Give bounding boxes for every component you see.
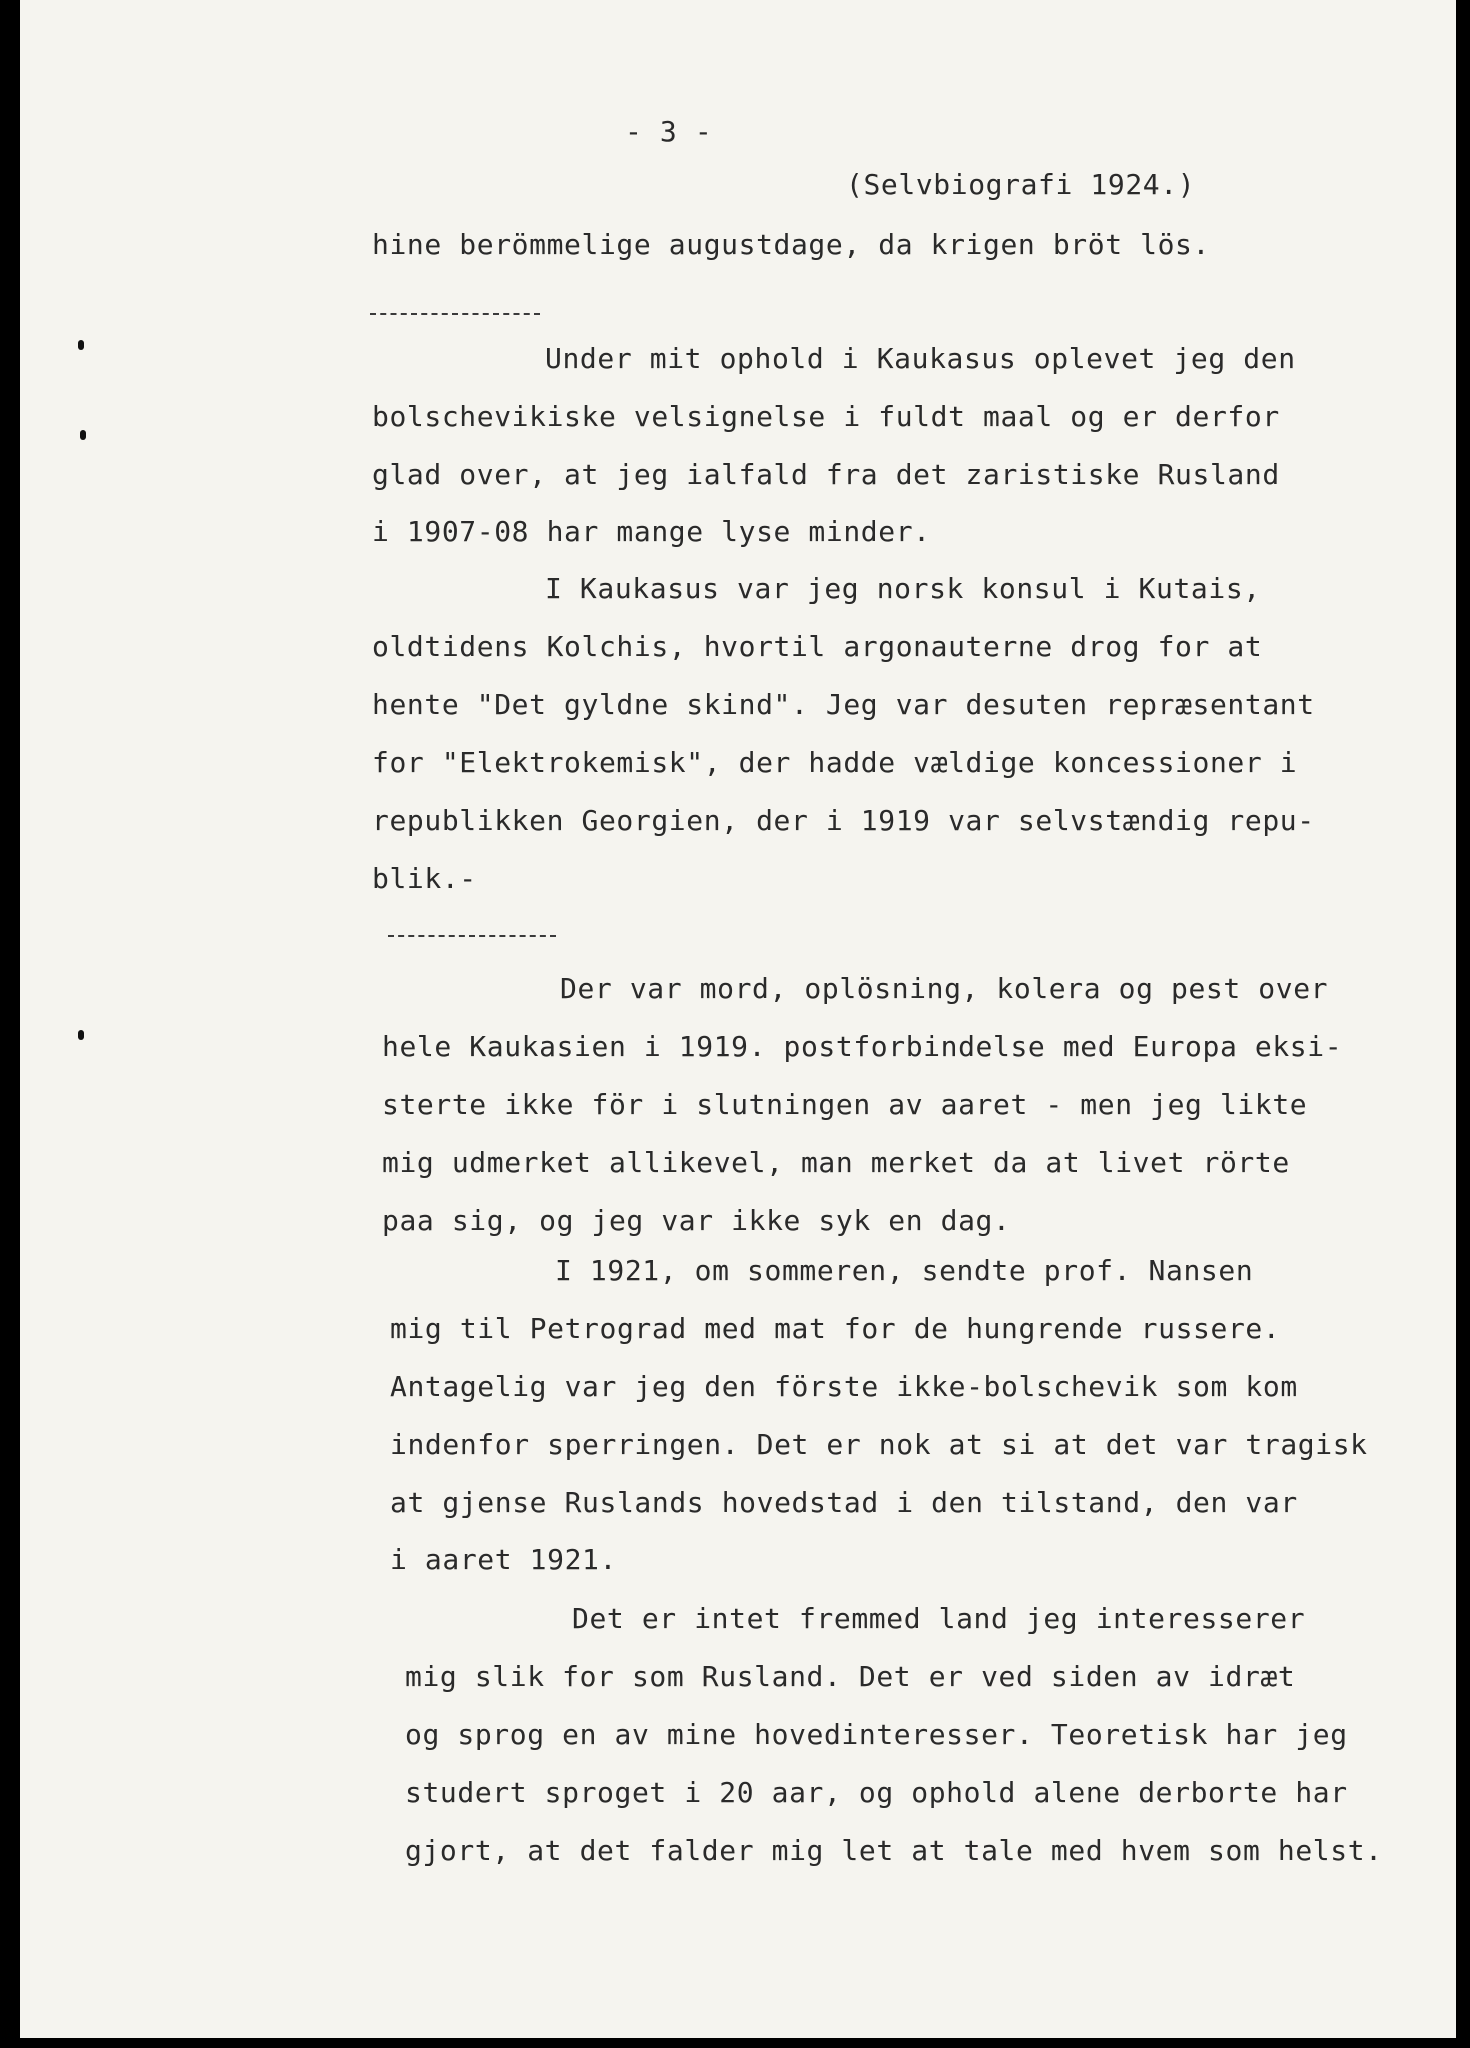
text-line: hele Kaukasien i 1919. postforbindelse med Europa eksi-	[382, 1030, 1343, 1063]
text-line: Det er intet fremmed land jeg interesserer	[572, 1602, 1306, 1635]
margin-mark	[80, 430, 86, 440]
text-line: studert sproget i 20 aar, og ophold alene derborte har	[405, 1776, 1348, 1809]
text-line: Antagelig var jeg den förste ikke-bolschevik som kom	[390, 1370, 1298, 1403]
text-line: og sprog en av mine hovedinteresser. Teoretisk har jeg	[405, 1718, 1348, 1751]
text-line: sterte ikke för i slutningen av aaret - men jeg likte	[382, 1088, 1308, 1121]
page-number: - 3 -	[625, 115, 713, 148]
text-line: I 1921, om sommeren, sendte prof. Nansen	[555, 1254, 1254, 1287]
text-line: glad over, at jeg ialfald fra det zaristiske Rusland	[372, 458, 1280, 491]
text-line: hine berömmelige augustdage, da krigen bröt lös.	[372, 228, 1210, 261]
document-title: (Selvbiografi 1924.)	[846, 168, 1196, 201]
text-line: Under mit ophold i Kaukasus oplevet jeg den	[545, 342, 1296, 375]
text-line: Der var mord, oplösning, kolera og pest over	[560, 972, 1329, 1005]
text-line: mig til Petrograd med mat for de hungrende russere.	[390, 1312, 1281, 1345]
text-line: indenfor sperringen. Det er nok at si at det var tragisk	[390, 1428, 1368, 1461]
text-line: mig udmerket allikevel, man merket da at livet rörte	[382, 1146, 1290, 1179]
text-line: for "Elektrokemisk", der hadde vældige koncessioner i	[372, 746, 1298, 779]
text-line: bolschevikiske velsignelse i fuldt maal og er derfor	[372, 400, 1280, 433]
text-line: oldtidens Kolchis, hvortil argonauterne drog for at	[372, 630, 1263, 663]
text-line: republikken Georgien, der i 1919 var selvstændig repu-	[372, 804, 1315, 837]
text-line: i aaret 1921.	[390, 1543, 617, 1576]
text-line: gjort, at det falder mig let at tale med hvem som helst.	[405, 1834, 1383, 1867]
document-page	[20, 0, 1456, 2038]
section-divider	[370, 313, 540, 315]
margin-mark	[78, 340, 84, 350]
text-line: at gjense Ruslands hovedstad i den tilstand, den var	[390, 1486, 1298, 1519]
text-line: I Kaukasus var jeg norsk konsul i Kutais,	[545, 572, 1261, 605]
text-line: i 1907-08 har mange lyse minder.	[372, 515, 931, 548]
text-line: mig slik for som Rusland. Det er ved siden av idræt	[405, 1660, 1296, 1693]
margin-mark	[78, 1030, 84, 1040]
text-line: paa sig, og jeg var ikke syk en dag.	[382, 1204, 1011, 1237]
section-divider	[388, 935, 556, 937]
text-line: hente "Det gyldne skind". Jeg var desuten repræsentant	[372, 688, 1315, 721]
text-line: blik.-	[372, 862, 477, 895]
